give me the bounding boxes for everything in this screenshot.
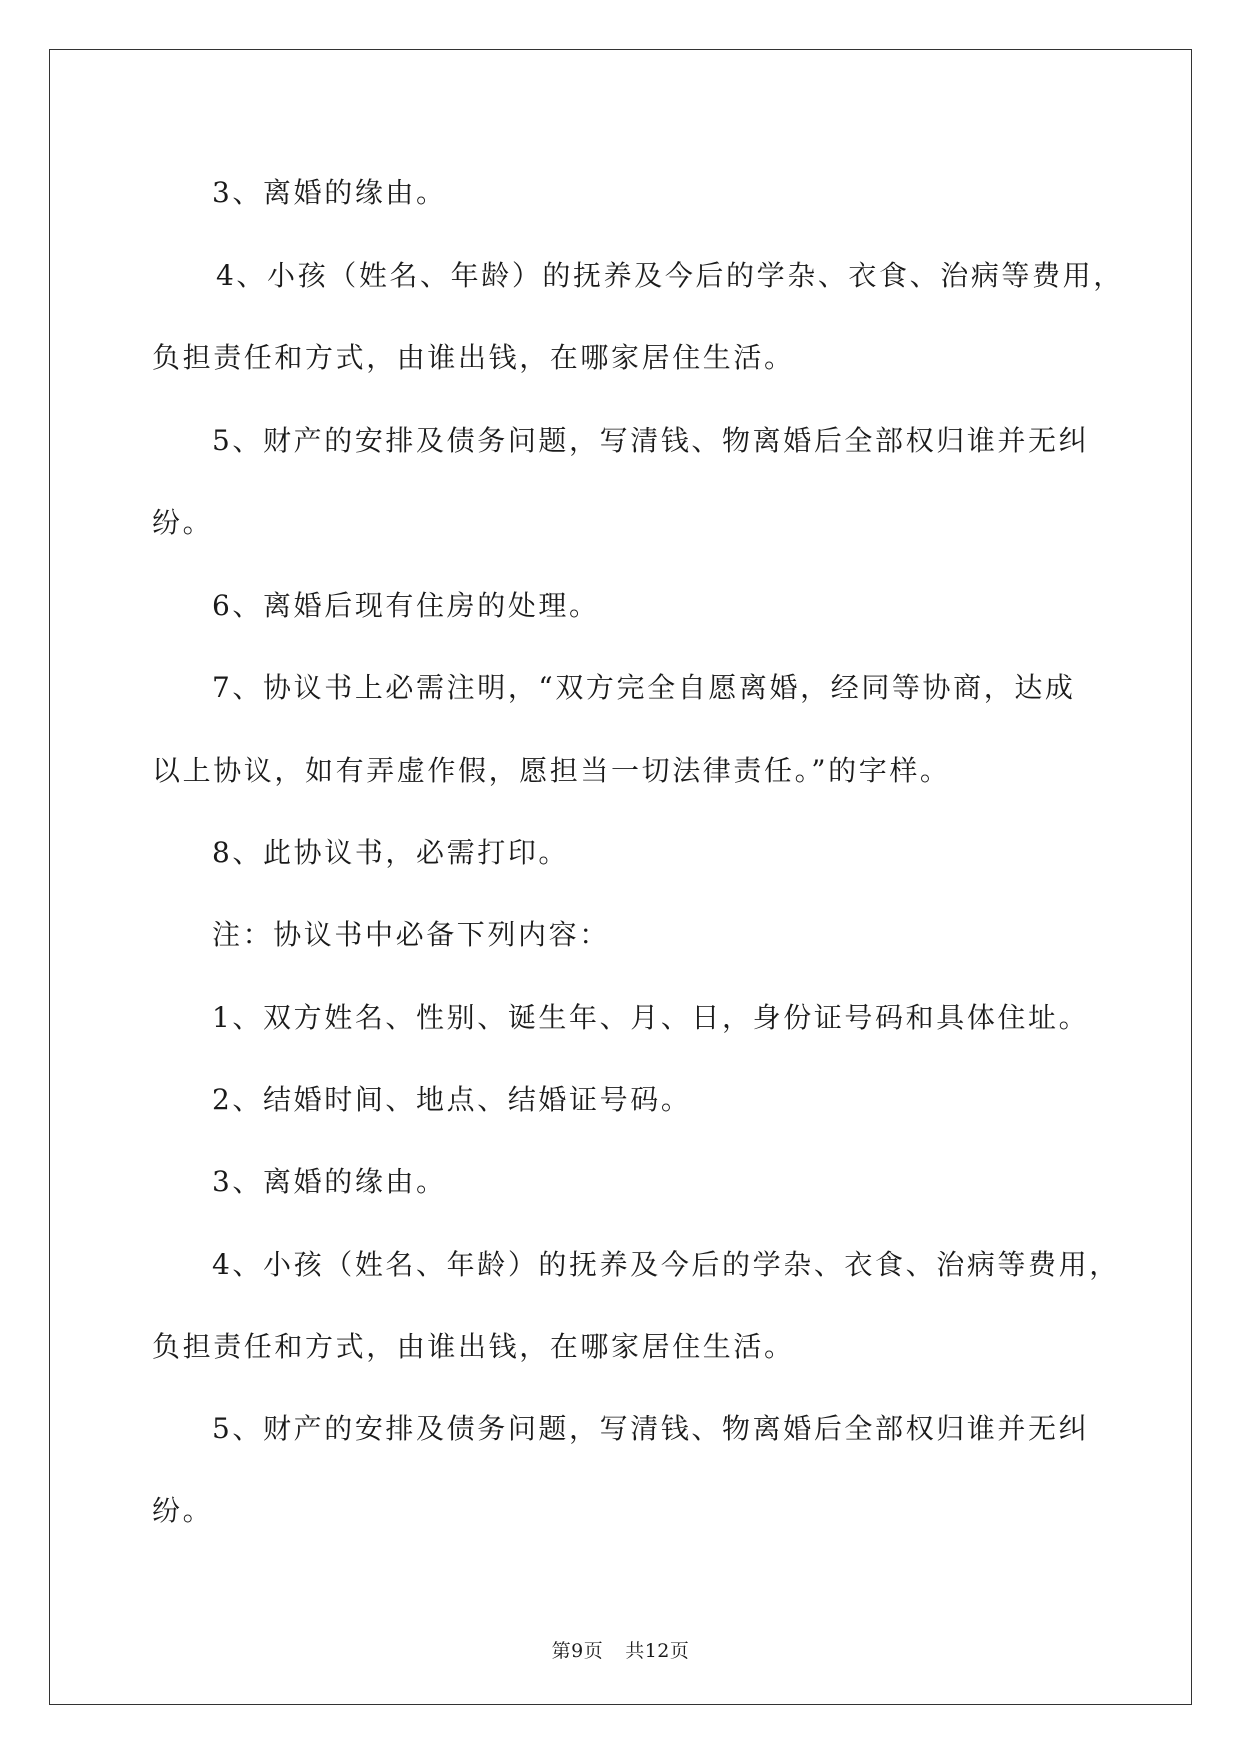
- paragraph-line: 纷。: [152, 1494, 214, 1527]
- paragraph-line: 6、离婚后现有住房的处理。: [212, 589, 600, 622]
- paragraph-line: 4、小孩（姓名、年龄）的抚养及今后的学杂、衣食、治病等费用，: [212, 1248, 1120, 1281]
- page-footer: [0, 1636, 1241, 1663]
- paragraph-line: 4、小孩（姓名、年龄）的抚养及今后的学杂、衣食、治病等费用，: [216, 259, 1124, 292]
- page-total: 共12页: [625, 1640, 690, 1662]
- paragraph-line: 纷。: [152, 506, 214, 539]
- paragraph-line: 负担责任和方式，由谁出钱，在哪家居住生活。: [152, 341, 795, 374]
- paragraph-line: 5、财产的安排及债务问题，写清钱、物离婚后全部权归谁并无纠: [212, 1412, 1090, 1445]
- page-number: 第9页: [551, 1640, 604, 1662]
- page-border: [49, 49, 1192, 1705]
- paragraph-line: 注：协议书中必备下列内容：: [212, 918, 610, 951]
- paragraph-line: 以上协议，如有弄虚作假，愿担当一切法律责任。”的字样。: [152, 754, 951, 787]
- paragraph-line: 7、协议书上必需注明，“双方完全自愿离婚，经同等协商，达成: [212, 671, 1076, 704]
- paragraph-line: 1、双方姓名、性别、诞生年、月、日，身份证号码和具体住址。: [212, 1001, 1090, 1034]
- paragraph-line: 负担责任和方式，由谁出钱，在哪家居住生活。: [152, 1330, 795, 1363]
- paragraph-line: 8、此协议书，必需打印。: [212, 836, 570, 869]
- paragraph-line: 2、结婚时间、地点、结婚证号码。: [212, 1083, 692, 1116]
- paragraph-line: 3、离婚的缘由。: [212, 176, 447, 209]
- paragraph-line: 5、财产的安排及债务问题，写清钱、物离婚后全部权归谁并无纠: [212, 424, 1090, 457]
- paragraph-line: 3、离婚的缘由。: [212, 1165, 447, 1198]
